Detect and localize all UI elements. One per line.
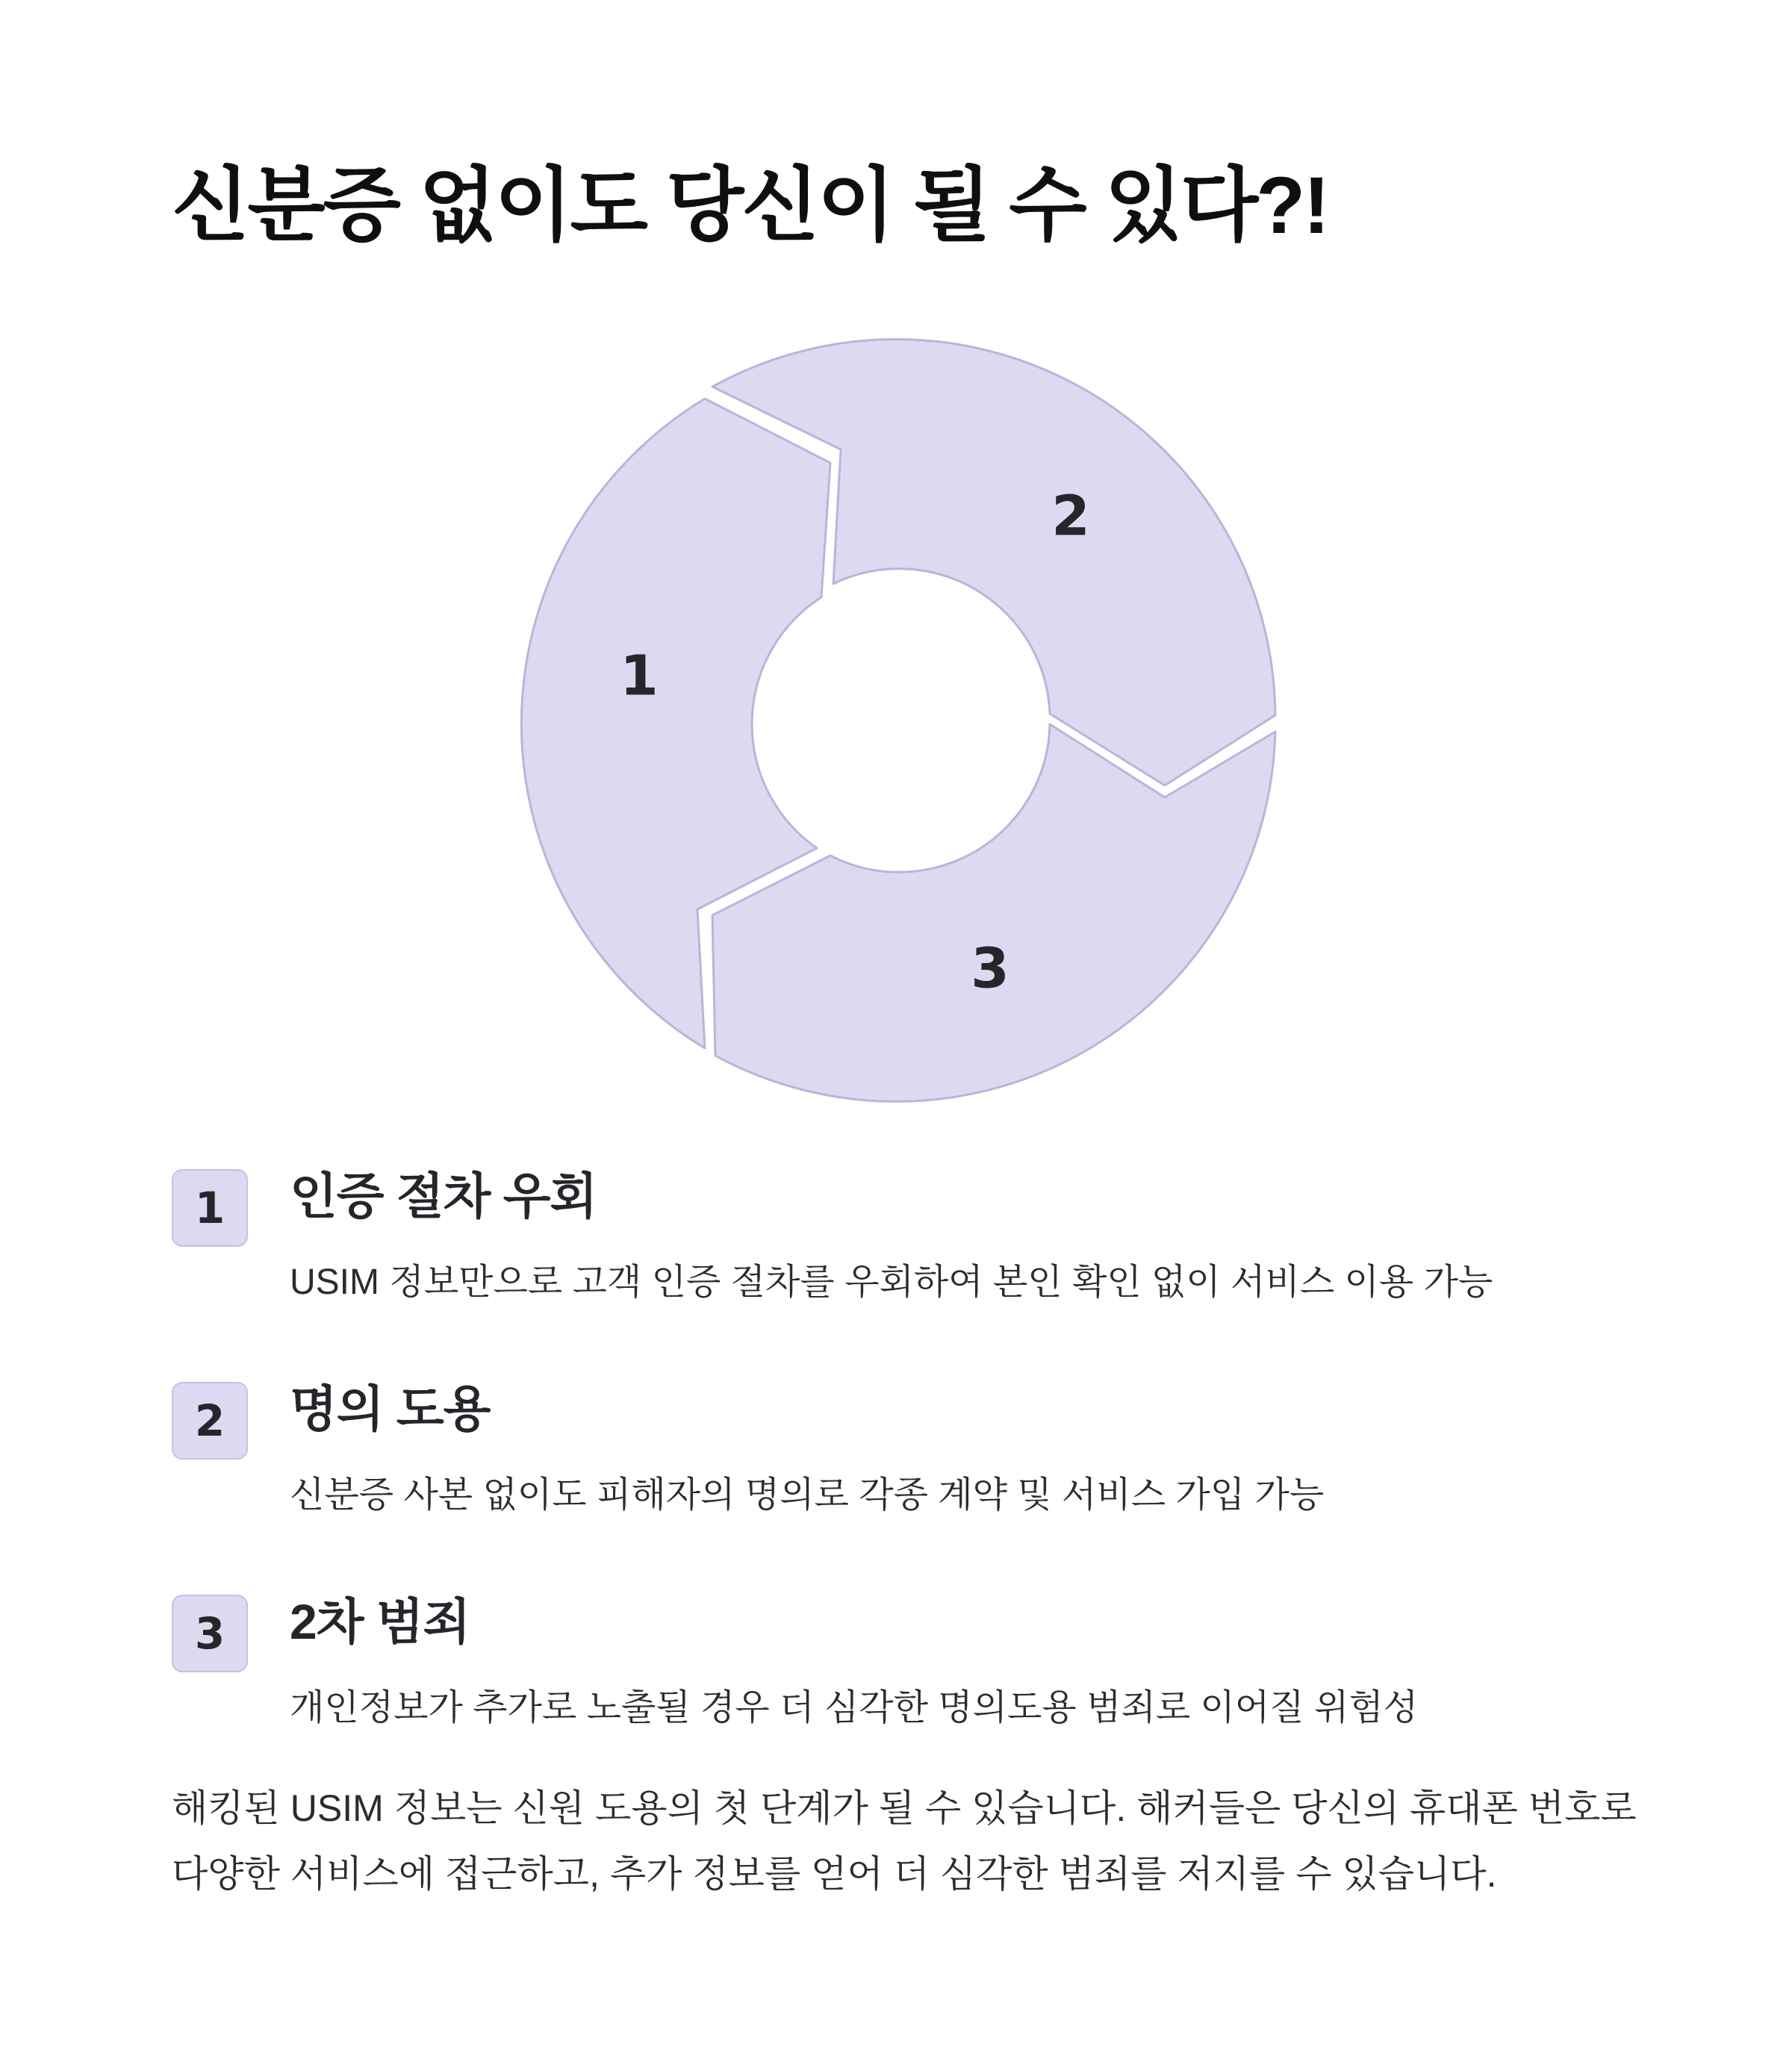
cycle-segment-2-label: 2 [1051, 484, 1090, 549]
step-number-badge: 3 [172, 1595, 248, 1672]
step-number-badge: 2 [172, 1382, 248, 1460]
summary-paragraph: 해킹된 USIM 정보는 신원 도용의 첫 단계가 될 수 있습니다. 해커들은 당신의 휴대폰 번호로 다양한 서비스에 접근하고, 추가 정보를 얻어 더 심각한 범죄를 저지를 수 있습니다. [172, 1787, 1637, 1895]
step-title: 인증 절차 우회 [290, 1168, 597, 1224]
step-title: 2차 범죄 [290, 1594, 470, 1649]
step-number-badge: 1 [172, 1169, 248, 1247]
step-title: 명의 도용 [290, 1381, 491, 1436]
page-title: 신분증 없이도 당신이 될 수 있다?! [172, 160, 1328, 250]
cycle-segment-3 [712, 724, 1275, 1101]
cycle-segment-1-label: 1 [620, 644, 659, 708]
step-description: 신분증 사본 없이도 피해자의 명의로 각종 계약 및 서비스 가입 가능 [290, 1475, 1325, 1515]
step-description: USIM 정보만으로 고객 인증 절차를 우회하여 본인 확인 없이 서비스 이용 가능 [290, 1262, 1493, 1302]
cycle-segment-3-label: 3 [971, 936, 1009, 1001]
step-description: 개인정보가 추가로 노출될 경우 더 심각한 명의도용 범죄로 이어질 위험성 [290, 1688, 1419, 1728]
